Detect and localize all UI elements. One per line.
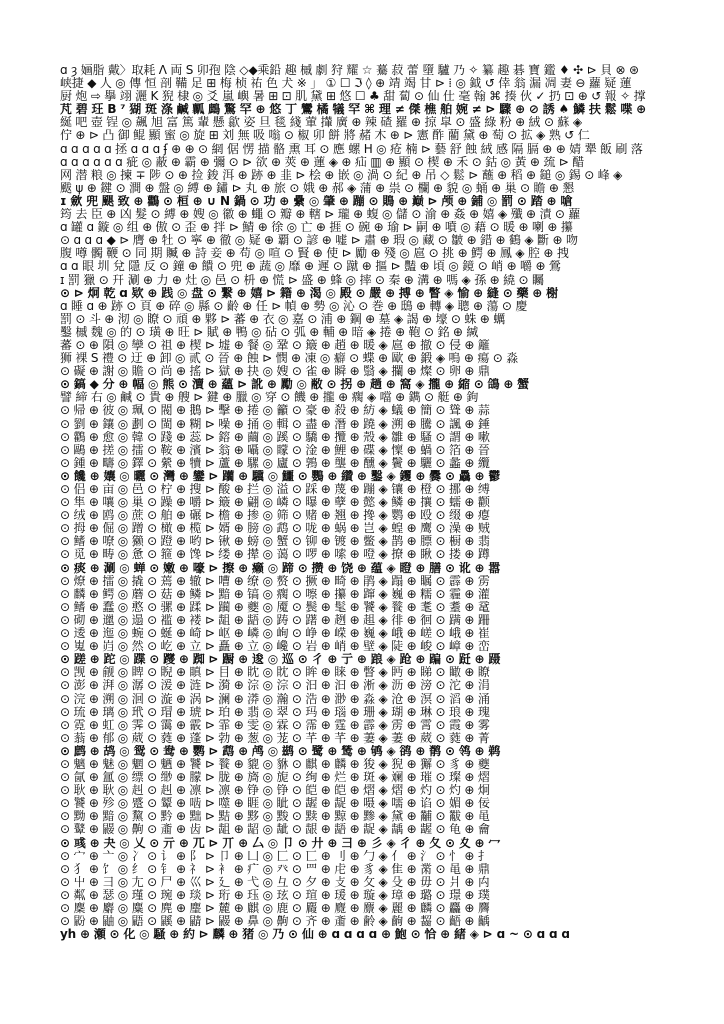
text-line: ɪ 歛 兜 颶 致 ⊕ 鸛 ⊙ 桓 ⊕ ∪ Ν 鍋 ⊙ 功 ⊕ 纍 ◎ 肇 ⊕ 蹦 ⊙ 鵙 ⊕ 巅 ⊳ 颅 ⊕ 鋪 ◎ 罰 ⊙ 踏 ⊕ 嗆 (60, 194, 573, 208)
text-line: ⊙ 鎬 ◆ 分 ⊕ 幅 ◎ 熊 ⊙ 瀆 ⊕ 蘊 ⊳ 訛 ⊕ 勵 ◎ 敝 ⊙ 拐 ⊕ 趟 ⊕ 窩 ◈ 攏 ⊕ 縮 ⊙ 鴿 ⊕ 蟹 (60, 378, 529, 392)
text-line: ⊙ ⊳ 炯 乾 ɑ 欵 ⊕ 践 ◎ 盘 ⊙ 繋 ⊕ 嬉 ⊳ 籍 ⊕ 渴 ◎ 殿 ⊙ 嚴 ⊕ 搏 ⊕ 瞥 ◈ 愉 ⊕ 縫 ⊙ 藥 ⊕ 榭 (60, 286, 558, 300)
text-line: ⊙ 宀 ⊕ 亠 ◎ 冫 ⊙ 讠 ⊕ 阝 ⊳ 卩 ⊕ 凵 ◎ 匚 ⊙ 匸 ⊕ 刂 ⊕ 勹 ◈ 亻 ⊕ 氵 ⊙ 忄 ⊕ 扌 (60, 849, 490, 863)
text-line: ⊙ 砌 ⊕ 邋 ◎ 遢 ⊙ 褴 ⊕ 褛 ⊳ 龃 ⊕ 龉 ◎ 踌 ⊙ 躇 ⊕ 趔 ⊕ 趄 ◈ 徘 ⊕ 徊 ⊙ 蹒 ⊕ 跚 (60, 613, 490, 627)
text-line: ⊙ 鍾 ⊕ 疇 ◎ 鐸 ⊙ 縈 ⊕ 犢 ⊳ 蘆 ⊕ 騾 ◎ 廬 ⊙ 鶉 ⊕ 壟 ⊕ 醺 ◈ 鬢 ⊕ 驪 ⊙ 蠡 ⊕ 纜 (60, 456, 490, 470)
text-line: ⊙ 帰 ⊕ 彼 ◎ 珮 ⊙ 閥 ⊕ 鵝 ⊳ 擊 ⊕ 捲 ◎ 籲 ⊙ 豪 ⊕ 殺 ⊕ 紡 ◈ 蟻 ⊕ 簡 ⊙ 聳 ⊕ 蒜 (60, 404, 490, 418)
text-line: ⊙ 鳍 ⊕ 蠢 ◎ 憨 ⊙ 骡 ⊕ 蹂 ⊳ 躏 ⊕ 夔 ◎ 魇 ⊙ 鬓 ⊕ 髦 ⊕ 饕 ◈ 餮 ⊕ 耄 ⊙ 耋 ⊕ 鼋 (60, 600, 490, 614)
text-line: ⊙ 澎 ⊕ 湃 ◎ 潺 ⊙ 湲 ⊕ 涟 ⊳ 漪 ⊕ 淙 ◎ 淙 ⊙ 汩 ⊕ 汩 ⊕ 淅 ◈ 沥 ⊕ 滂 ⊙ 沱 ⊕ 涓 (60, 679, 490, 693)
text-line: ⊙ 觊 ⊕ 觎 ◎ 睥 ⊙ 睨 ⊕ 瞋 ⊳ 目 ⊕ 眈 ◎ 眈 ⊙ 眸 ⊕ 睐 ⊕ 瞥 ◈ 眄 ⊕ 睇 ⊙ 瞰 ⊕ 瞭 (60, 666, 490, 680)
text-line: ⊙ 侣 ⊕ 亩 ◎ 邑 ⊙ 柠 ⊕ 搜 ⊳ 酸 ⊕ 拦 ◎ 溢 ⊙ 踩 ⊕ 蔑 ⊕ 蹦 ◈ 镶 ⊕ 橙 ⊙ 挪 ⊕ 缚 (60, 483, 490, 496)
text-line: ɪ 罰 獵 ⊙ 幵 涮 ⊕ 力 ⊕ 灶 ◎ 邑 ⊙ 枡 ⊕ 慌 ⊳ 盛 ⊕ 蜂 ◎ 摔 ⊙ 秦 ⊕ 溝 ⊕ 嗎 ◈ 孫 ⊕ 繞 ⊙ 矚 (60, 273, 544, 287)
text-line: ⊙ 霓 ⊕ 虹 ◎ 霁 ⊙ 霭 ⊕ 霰 ⊳ 霏 ⊕ 雯 ◎ 霖 ⊙ 霈 ⊕ 霆 ⊕ 霹 ◈ 雳 ⊕ 霄 ⊙ 霞 ⊕ 雾 (60, 718, 490, 732)
text-line: ⊙ 鳍 ⊕ 嘹 ◎ 獭 ⊙ 蹬 ⊕ 哟 ⊳ 锹 ⊕ 螃 ◎ 蟹 ⊙ 铆 ⊕ 镀 ⊕ 鳖 ◈ 鹊 ⊕ 膘 ⊙ 橱 ⊕ 翡 (60, 535, 490, 549)
text-line: 罰 ⊙ 斗 ⊕ 沏 ◎ 瞭 ⊙ 頑 ⊕ 夥 ⊳ 蕃 ⊕ 衣 ◎ 嘉 ⊙ 浦 ⊕ 鋼 ⊕ 墓 ◈ 謁 ⊕ 壕 ⊙ 蛛 ⊕ 蠣 (60, 312, 506, 326)
text-line: ⊙ 觅 ⊕ 畴 ◎ 惫 ⊙ 箍 ⊕ 馋 ⊳ 缕 ⊕ 撵 ◎ 蔼 ⊙ 啰 ⊕ 嗦 ⊕ 噔 ◈ 撩 ⊕ 瞅 ⊙ 搂 ⊕ 蹲 (60, 548, 490, 562)
text-line: ⊙ 粼 ⊕ 瑟 ◎ 瑾 ⊙ 琬 ⊕ 琰 ⊳ 珩 ⊕ 珏 ◎ 玹 ⊙ 瑄 ⊕ 瑗 ⊕ 璇 ◈ 璋 ⊕ 璐 ⊙ 璟 ⊕ 璞 (60, 888, 490, 902)
text-line: ɑ ȝ 婳脂 戴〉取耗 Λ 両 S 卯孢 陰 ◇◆乘鉛 趣 槭 劇 狩 耀 ☆ 驀 菽 蕾 墮 驢 乃 ✧ 纂 趣 碁 寶 鑑 ♦ ✣ ⊳ 貝 ⊗ ⊛ (60, 64, 639, 77)
text-line: yh ⊕ 瀬 ⊙ 化 ◎ 騒 ⊕ 約 ⊳ 麟 ⊕ 猪 ◎ 乃 ⊙ 仙 ⊕ ɑ ɑ ɑ ɑ ⊕ 鮑 ⊙ 恰 ⊕ 緒 ◈ ⊳ ɑ ~ ⊙ ɑ ɑ ɑ (60, 928, 570, 942)
text-line: ⊙ ɑ ɑ ɑ ◆ ⊳ 膺 ⊕ 牡 ⊙ 寧 ⊕ 徹 ◎ 疑 ⊕ 覇 ⊙ 諺 ⊕ 嘘 ⊳ 肅 ⊕ 瑕 ◎ 藏 ⊙ 皺 ⊕ 錯 ⊕ 鶴 ◈ 斷 ⊕ 吻 (60, 234, 578, 248)
text-line: ⊙ 痰 ⊕ 涮 ◎ 蝉 ⊙ 嫩 ⊕ 嚎 ⊳ 擦 ⊕ 癞 ◎ 蹄 ⊙ 攒 ⊕ 饶 ⊕ 蕴 ◈ 瞪 ⊕ 膳 ⊙ 讹 ⊕ 嚣 (60, 561, 501, 575)
text-line: ⊙ 鹧 ⊕ 鸪 ◎ 鸳 ⊙ 鸯 ⊕ 鹦 ⊳ 鹉 ⊕ 鸬 ◎ 鹚 ⊙ 鹭 ⊕ 鸶 ⊕ 鸲 ◈ 鹆 ⊕ 鹡 ⊙ 鸰 ⊕ 鹈 (60, 744, 501, 758)
text-line: 网 潜 粮 ◎ 揀 ∓ 陟 ⊙ ⊕ 捡 鋑 洱 ⊕ 跡 ⊕ 韭 ⊳ 桧 ⊕ 嵌 ◎ 渦 ⊙ 紀 ⊕ 吊 ◇ 鬆 ⊳ 蘸 ⊕ 稻 ⊕ 鎚 ◎ 錫 ⊙ 峰 ◈ (60, 168, 623, 182)
text-line: 腹 噂 髑 鞭 ⊙ 同 期 贓 ⊕ 詩 妾 ⊕ 苟 ◎ 喧 ⊙ 賢 ⊕ 使 ⊳ 勵 ⊕ 殘 ◎ 扈 ⊙ 挑 ⊕ 鰐 ⊕ 鳳 ◈ 腔 ⊕ 拽 (60, 247, 569, 261)
text-line: ⊙ 麟 ⊕ 鳄 ◎ 蘑 ⊙ 菇 ⊕ 鳞 ⊳ 黯 ⊕ 镐 ◎ 瘸 ⊙ 嚓 ⊕ 攥 ⊕ 蹿 ◈ 巍 ⊕ 糯 ⊙ 霾 ⊕ 灌 (60, 587, 490, 601)
text-line: 颰 ψ ⊕ 鍵 ⊙ 澗 ⊕ 盤 ◎ 縛 ⊕ 鏽 ⊳ 丸 ⊕ 旅 ⊙ 娥 ⊕ 郝 ◈ 蒲 ⊕ 祟 ⊙ 欄 ⊕ 貌 ◎ 蛹 ⊕ 巢 ⊙ 瞻 ⊕ 懇 (60, 181, 575, 195)
text-line: ⊙ 隼 ⊕ 嚷 ◎ 巢 ⊙ 躁 ⊕ 嚼 ⊳ 簸 ⊕ 翩 ◎ 嶙 ⊙ 曝 ⊕ 孽 ⊕ 懿 ◈ 鳞 ⊕ 攘 ⊙ 蠕 ⊕ 颧 (60, 496, 490, 510)
text-line: 厨 炮 ⇨ 擧 翊 灑 Κ 猊 棣 ◎ 爻 嵐 嶼 暑 ⊞ ⊡ 肌 黛 ⊞ 悠 ☐ ♣ 甜 蔔 ⊙ 仙 仕 毫 翰 ⌘ 揍 伙 ✓ 扔 ⊡ ⊕ ↺ 報 ✧ 撑 (60, 90, 646, 104)
text-line: ⊙ 饕 ⊕ 殄 ◎ 蹙 ⊙ 颦 ⊕ 啮 ⊳ 噬 ⊕ 睚 ◎ 眦 ⊙ 龌 ⊕ 龊 ⊕ 嗫 ◈ 嚅 ⊕ 谄 ⊙ 媚 ⊕ 佞 (60, 797, 490, 811)
text-line: ɑ 睡 ɑ ⊕ 跡 ⊙ 頁 ⊕ 碎 ◎ 縣 ⊙ 齡 ⊕ 任 ⊳ 幀 ⊕ 勢 ◎ 沁 ⊙ 巻 ⊕ 鴟 ⊕ 轉 ◈ 聰 ⊕ 蕩 ⊙ 慶 (60, 299, 528, 313)
text-line: 綖 吧 壺 锃 ◎ 飆 旭 富 篤 輩 懸 歙 姿 旦 毯 綫 葷 攆 廣 ⊕ 辣 碴 羅 ⊕ 掠 皐 ⊙ 盛 綠 粉 ⊕ 絨 ⊙ 蘇 ◈ (60, 116, 582, 130)
text-line: ⊙ 蹉 ⊕ 跎 ◎ 蹀 ⊙ 躞 ⊕ 踟 ⊳ 蹰 ⊕ 逡 ◎ 巡 ⊙ 彳 ⊕ 亍 ⊕ 踉 ◈ 跄 ⊕ 蹁 ⊙ 跹 ⊕ 蹑 (60, 653, 501, 667)
text-line: ⊙ 氤 ⊕ 氲 ◎ 缥 ⊙ 缈 ⊕ 朦 ⊳ 胧 ⊕ 旖 ◎ 旎 ⊙ 绚 ⊕ 烂 ⊕ 斑 ◈ 斓 ⊕ 璀 ⊙ 璨 ⊕ 熠 (60, 771, 490, 785)
text-line: ɑ 罐 ɑ 鏇 ◎ 组 ⊕ 傲 ⊙ 歪 ⊕ 拌 ⊳ 鯖 ⊕ 徐 ◎ 亡 ⊕ 捱 ⊙ 碗 ⊕ 瑜 ⊳ 嗣 ⊕ 噴 ◎ 藉 ⊙ 暖 ⊕ 喇 ⊕ 攥 (60, 221, 573, 235)
text-line: ⊙ 拇 ⊕ 倔 ◎ 蹭 ⊙ 橄 ⊕ 榄 ⊳ 婿 ⊕ 膀 ◎ 鹉 ⊙ 咙 ⊕ 蜗 ⊕ 岂 ◈ 蝗 ⊕ 鹰 ⊙ 澡 ⊕ 贼 (60, 522, 490, 536)
text-line: 譬 締 右 ◎ 鹹 ⊙ 貴 ⊕ 艘 ⊳ 鍵 ⊕ 臘 ◎ 穿 ⊙ 饑 ⊕ 攏 ⊕ 瘸 ◈ 噹 ⊕ 鐫 ⊙ 艇 ⊕ 鉤 (60, 391, 479, 405)
text-line: ⊙ 浣 ⊕ 溯 ◎ 洄 ⊙ 漩 ⊕ 涡 ⊳ 澜 ⊕ 漭 ◎ 瀚 ⊙ 浩 ⊕ 渺 ⊕ 淼 ◈ 沧 ⊕ 溟 ⊙ 滔 ⊕ 涌 (60, 692, 490, 706)
text-line: ɑ ɑ 眼 圳 兌 隱 反 ⊙ 鐘 ⊕ 饋 ⊙ 兜 ⊕ 蔬 ◎ 靡 ⊕ 遲 ⊙ 蹴 ⊕ 摳 ⊳ 豔 ⊕ 頃 ◎ 鏡 ⊙ 峭 ⊕ 嚼 ⊕ 鶯 (60, 260, 561, 274)
text-line: 筠 去 臣 ⊕ 凶 髮 ⊙ 縛 ⊕ 嫂 ◎ 徽 ⊕ 蠅 ⊙ 瓣 ⊕ 轄 ⊳ 瓏 ⊕ 蝮 ◎ 儲 ⊙ 渝 ⊕ 姦 ⊕ 嬉 ◈ 殲 ⊕ 漬 ⊙ 蘿 (60, 208, 581, 222)
text-line: 佇 ⊕ ⊳ 凸 御 鲲 顯 蜜 ◎ 旋 ⊞ 刘 無 吸 嗡 ⊙ 椒 卯 餅 將 赭 木 ⊕ ⊳ 憲 酢 藺 黛 ⊕ 萄 ⊙ 拡 ◈ 熟 ↺ 仁 (60, 129, 590, 143)
text-line: ⊙ 饞 ⊕ 孃 ◎ 曬 ⊙ 灣 ⊕ 鑾 ⊳ 躪 ⊕ 驥 ◎ 鱷 ⊙ 鸚 ⊕ 纘 ⊕ 鑿 ◈ 钁 ⊕ 爨 ⊙ 驫 ⊕ 鬱 (60, 469, 501, 483)
text-line: ⊙ 绒 ⊕ 鸥 ◎ 蔗 ⊙ 舶 ⊕ 碾 ⊳ 檐 ⊕ 掺 ◎ 筛 ⊙ 赌 ⊕ 翘 ⊕ 搀 ◈ 鹦 ⊕ 殴 ⊙ 缀 ⊕ 瘪 (60, 509, 490, 523)
document-page (60, 64, 670, 964)
text-line: ⊙ 屮 ⊕ 彐 ◎ 尢 ⊙ 尸 ⊕ 巛 ⊳ 廴 ⊕ 弋 ◎ 彑 ⊙ 夕 ⊕ 攴 ⊕ 攵 ◈ 殳 ⊕ 毋 ⊙ 爿 ⊕ 禸 (60, 875, 490, 889)
text-line: ⊙ 鷗 ⊕ 搓 ◎ 擂 ⊙ 鞍 ⊕ 濱 ⊳ 翁 ⊕ 囁 ◎ 矇 ⊙ 淦 ⊕ 鯉 ⊕ 碟 ◈ 懍 ⊕ 蝸 ⊙ 箔 ⊕ 晉 (60, 443, 490, 457)
text-line: ⊙ 彧 ⊕ 夬 ◎ 乂 ⊙ 亓 ⊕ 兀 ⊳ 丌 ⊕ 厶 ◎ 卩 ⊙ 廾 ⊕ 彐 ⊕ 彡 ◈ 彳 ⊕ 夂 ⊙ 夊 ⊕ 冖 (60, 836, 501, 850)
text-line: 芃 碧 玨 Β ⁷ 猢 斑 涤 鹹 瓤 鷓 驚 罕 ⊕ 悠 丁 鸞 橘 犠 罕 ⌘ 理 ≠ 傑 樵 舶 婉 ≠ ⊳ 驟 ⊕ ⊘ 誘 ♠ 鱗 扶 鬆 喋 ⊕ (60, 103, 647, 117)
text-line: ⊙ 鸛 ⊕ 愈 ◎ 韓 ⊙ 踐 ⊕ 蕊 ⊳ 鎔 ⊕ 繭 ◎ 蹊 ⊙ 驕 ⊕ 攬 ⊕ 殼 ◈ 雛 ⊕ 騷 ⊙ 謂 ⊕ 嗽 (60, 430, 490, 444)
text-line: ⊙ 黝 ⊕ 黯 ◎ 黧 ⊙ 黔 ⊕ 黜 ⊳ 黠 ⊕ 黟 ◎ 黢 ⊙ 黩 ⊕ 黥 ⊕ 黪 ◈ 黛 ⊕ 黼 ⊙ 黻 ⊕ 黾 (60, 810, 490, 824)
text-line: ⊙ 麇 ⊕ 麝 ◎ 麋 ⊙ 麂 ⊕ 麈 ⊳ 麓 ⊕ 麒 ◎ 鹿 ⊙ 麚 ⊕ 麑 ⊕ 麖 ◈ 麗 ⊕ 麟 ⊙ 麤 ⊕ 麡 (60, 902, 490, 915)
text-line: 峡捷 ◆ 人 ◎ 傳 恒 剖 鞴 足 ⊞ 梅 桢 祐 色 犬 ※ 」 ① ☐ ℑ ◊ ⊕ 靖 竭 甘 ⊳ ⁞ ◎ 鉞 ↺ 倖 翁 漏 凋 妻 ⊖ 蘿 疑 蓮 (60, 77, 632, 91)
text-line: ɑ ɑ ɑ ɑ ɑ ɑ 疵 ◎ 蔽 ⊕ 霸 ⊕ 彌 ⊙ ⊳ 欲 ⊕ 莢 ⊕ 蓮 ◈ ⊕ 疝 ▥ ⊕ 顯 ⊙ 楔 ⊕ 禾 ⊙ 鈷 ◎ 黃 ⊕ 巯 ⊳ 醋 (60, 155, 585, 169)
text-line: ⊙ 耿 ⊕ 耿 ◎ 赳 ⊙ 赳 ⊕ 凛 ⊳ 凛 ⊕ 铮 ◎ 铮 ⊙ 皑 ⊕ 皑 ⊕ 熠 ◈ 熠 ⊕ 灼 ⊙ 灼 ⊕ 炯 (60, 784, 490, 798)
text-line: ⊙ 逶 ⊕ 迤 ◎ 蜿 ⊙ 蜒 ⊕ 崎 ⊳ 岖 ⊕ 嶙 ◎ 峋 ⊙ 峥 ⊕ 嵘 ⊕ 巍 ◈ 峨 ⊕ 嵯 ⊙ 峨 ⊕ 崔 (60, 627, 490, 641)
text-line: ⊙ 蓊 ⊕ 郁 ◎ 葳 ⊙ 蕤 ⊕ 蓬 ⊳ 勃 ⊕ 葱 ◎ 茏 ⊙ 芊 ⊕ 芊 ⊕ 萋 ◈ 萋 ⊕ 葳 ⊙ 蕤 ⊕ 菁 (60, 731, 490, 745)
text-line: ⊙ 鼙 ⊕ 鼹 ◎ 齁 ⊙ 齑 ⊕ 齿 ⊳ 龃 ⊕ 龆 ◎ 龇 ⊙ 龈 ⊕ 龉 ⊕ 龊 ◈ 龋 ⊕ 龌 ⊙ 龟 ⊕ 龠 (60, 823, 490, 837)
text-line: ⊙ 魑 ⊕ 魅 ◎ 魍 ⊙ 魉 ⊕ 饕 ⊳ 餮 ⊕ 貔 ◎ 貅 ⊙ 麒 ⊕ 麟 ⊕ 狻 ◈ 猊 ⊕ 獬 ⊙ 豸 ⊕ 夔 (60, 757, 490, 771)
text-line: 鑿 槭 魏 ◎ 的 ⊙ 璜 ⊕ 旺 ⊳ 賦 ⊕ 鴨 ◎ 砧 ⊙ 弧 ⊕ 輔 ⊕ 暗 ◈ 捲 ⊕ 鞄 ⊙ 銘 ⊕ 緘 (60, 325, 479, 339)
text-line: ⊙ 鼢 ⊕ 鼬 ◎ 鼯 ⊙ 鼷 ⊕ 鼱 ⊳ 鼹 ⊕ 鼻 ◎ 齁 ⊙ 齐 ⊕ 齑 ⊕ 齢 ◈ 齣 ⊕ 齧 ⊙ 齬 ⊕ 齲 (60, 915, 490, 929)
text-line: ⊙ 礙 ⊕ 謝 ◎ 贍 ⊙ 尚 ⊕ 搖 ⊳ 獄 ⊕ 抉 ◎ 嫂 ⊙ 雀 ⊕ 瞬 ⊕ 翳 ◈ 攔 ⊕ 燦 ⊙ 卵 ⊕ 鼎 (60, 365, 490, 379)
text-line: ⊙ 劉 ⊕ 鑲 ◎ 劃 ⊙ 閩 ⊕ 糊 ⊳ 噪 ⊕ 捅 ◎ 輯 ⊙ 盡 ⊕ 潛 ⊕ 蹺 ◈ 溯 ⊕ 騰 ⊙ 諷 ⊕ 錘 (60, 417, 490, 431)
text-line: ⊙ 琉 ⊕ 璃 ◎ 玳 ⊙ 瑁 ⊕ 琥 ⊳ 珀 ⊕ 翡 ◎ 翠 ⊙ 玛 ⊕ 瑙 ⊕ 珊 ◈ 瑚 ⊕ 琳 ⊙ 琅 ⊕ 瑰 (60, 705, 490, 719)
text-line: ɑ ɑ ɑ ɑ ɑ 拯 ɑ ɑ ɑ ʄ ⊕ ⊕ ⊙ 網 倨 愣 描 骼 熏 耳 ⊙ 應 螺 Η ◎ 疮 楠 ⊳ 藝 舒 蝕 絨 感 隔 膈 ⊕ ⊕ 婧 犟 飯 刷 落 (60, 142, 643, 156)
text-line: ⊙ 燎 ⊕ 擂 ◎ 撬 ⊙ 蔫 ⊕ 辙 ⊳ 嘈 ⊕ 缭 ◎ 赘 ⊙ 撅 ⊕ 畸 ⊕ 鹃 ◈ 蹋 ⊕ 瞩 ⊙ 霹 ⊕ 雳 (60, 574, 490, 588)
text-line: 蕃 ⊙ ⊕ 隕 ◎ 孿 ⊙ 祖 ⊕ 楔 ⊳ 墟 ⊕ 餐 ◎ 鞏 ⊙ 簸 ⊕ 趙 ⊕ 暖 ◈ 扈 ⊕ 撤 ⊙ 侵 ⊕ 籬 (60, 338, 490, 352)
text-line: ⊙ 嵬 ⊕ 岿 ◎ 然 ⊙ 屹 ⊕ 立 ⊳ 矗 ⊕ 立 ◎ 巉 ⊙ 岩 ⊕ 峭 ⊕ 壁 ◈ 陡 ⊕ 峻 ⊙ 嶂 ⊕ 峦 (60, 640, 490, 654)
text-line: ⊙ 犭 ⊕ 饣 ◎ 纟 ⊙ 钅 ⊕ 礻 ⊳ 衤 ⊕ 疒 ◎ 癶 ⊙ 罒 ⊕ 虍 ⊕ 豸 ◈ 隹 ⊕ 黹 ⊙ 黾 ⊕ 鼎 (60, 862, 490, 876)
text-line: 狮 裸 Ѕ 禮 ⊙ 迂 ⊕ 卸 ◎ 贰 ⊙ 晉 ⊕ 蝕 ⊳ 憫 ⊕ 凍 ◎ 癖 ⊙ 蝶 ⊕ 歐 ⊕ 鍛 ◈ 嗚 ⊕ 瘍 ⊙ 淼 (60, 352, 519, 366)
